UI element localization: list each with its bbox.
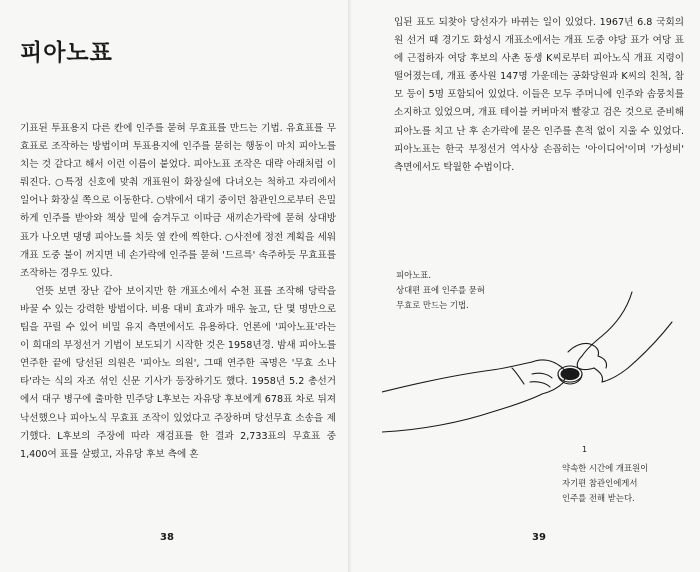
page-title: 피아노표 (20, 40, 113, 66)
paragraph-continuation: 입된 표도 되찾아 당선자가 바뀌는 일이 있었다. 1967년 6.8 국회의원 선거 때 경기도 화성시 개표소에서는 개표 도중 야당 표가 여당 표에 근접하자 여당 후보의 사촌 동생 K씨로부터 피아노식 개표 지령이 떨어졌는데, 개표 종사원 147명 가운데는 공화당원과 K씨의 친척, 참모 등이 5명 포함되어 있었다. 이들은 모두 주머니에 인주와 솜뭉치를 소지하고 있었으며, 개표 테이블 커버마저 빨갛고 검은 것으로 준비해 피아노를 치고 난 후 손가락에 묻은 인주를 흔적 없이 지울 수 있었다. 피아노표는 한국 부정선거 역사상 손꼽히는 '아이디어'이며 '가성비' 측면에서도 탁월한 수법이다. (394, 17, 684, 173)
left-body-text (20, 120, 336, 464)
hands-passing-ink-illustration (382, 282, 682, 452)
right-page (350, 0, 700, 572)
right-body-text (394, 14, 684, 177)
page-number-right: 39 (532, 532, 546, 543)
paragraph-definition: 기표된 투표용지 다른 칸에 인주를 묻혀 무효표를 만드는 기법. 유효표를 무효표로 조작하는 방법이며 투표용지에 인주를 묻히는 행동이 마치 피아노를 치는 것 같다고 해서 이런 이름이 붙었다. 피아노표 조작은 대략 아래처럼 이뤄진다. ○특정 신호에 맞춰 개표원이 화장실에 다녀오는 척하고 자리에서 일어나 화장실 쪽으로 이동한다. ○밖에서 대기 중이던 참관인으로부터 은밀하게 인주를 받아와 책상 밑에 숨겨두고 이따금 새끼손가락에 묻혀 상대방 표가 나오면 댕댕 피아노를 치듯 옆 칸에 찍한다. ○사전에 정전 계획을 세워 개표 도중 불이 꺼지면 네 손가락에 인주를 묻혀 '드르륵' 속주하듯 무효표를 조작하는 경우도 있다. (20, 123, 336, 279)
illustration-caption-step: 약속한 시간에 개표원이 자기편 참관인에게서 인주를 전해 받는다. (562, 463, 649, 503)
caption-number: 1 (582, 445, 588, 454)
illustration-caption-title: 피아노표. 상대편 표에 인주를 묻혀 무효로 만드는 기법. (396, 270, 485, 310)
paragraph-history: 언뜻 보면 장난 같아 보이지만 한 개표소에서 수천 표를 조작해 당락을 바꿀 수 있는 강력한 방법이다. 비용 대비 효과가 매우 높고, 단 몇 명만으로 팀을 꾸릴 수 있어 비밀 유지 측면에서도 유용하다. 언론에 '피아노표'라는 이 희대의 부정선거 기법이 보도되기 시작한 것은 1958년경. 밤새 피아노를 연주한 끝에 당선된 의원은 '피아노 의원', 그때 연주한 곡명은 '무효 소나타'라는 식의 자조 섞인 신문 기사가 등장하기도 했다. 1958년 5.2 총선거에서 대구 병구에 출마한 민주당 L후보는 자유당 후보에게 678표 차로 뒤져 낙선했으나 피아노식 무효표 조작이 있었다고 주장하며 당선무효 소송을 제기했다. L후보의 주장에 따라 재검표를 한 결과 2,733표의 무효표 중 1,400여 표를 살폈고, 자유당 후보 측에 혼 (20, 285, 336, 460)
page-number-left: 38 (160, 532, 174, 543)
